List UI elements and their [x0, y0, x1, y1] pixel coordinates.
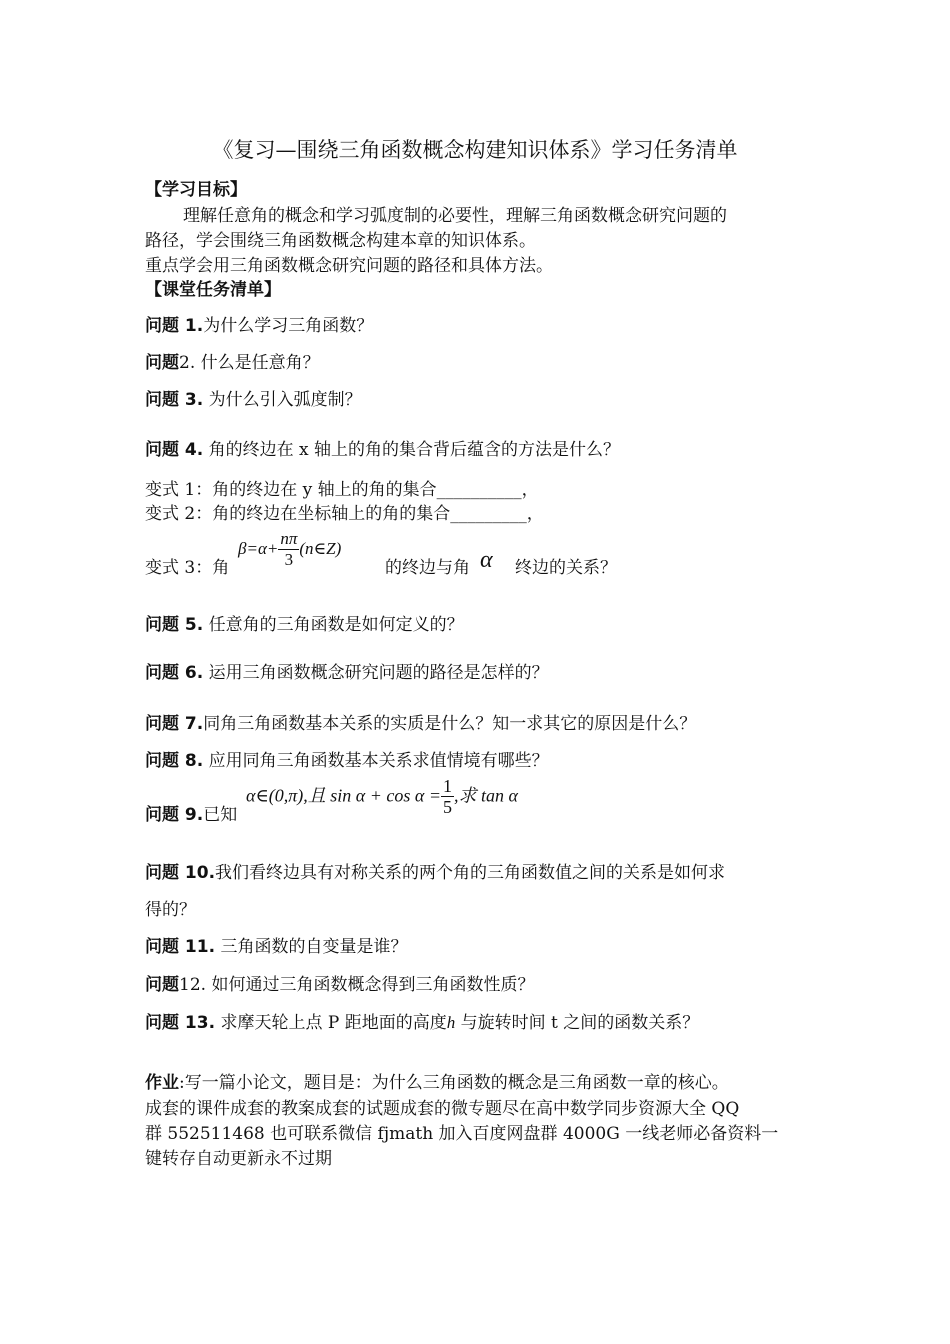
fraction-denominator: 5 [442, 797, 452, 817]
goals-paragraph-2: 重点学会用三角函数概念研究问题的路径和具体方法。 [145, 256, 553, 276]
goals-heading: 【学习目标】 [145, 180, 247, 200]
fraction [441, 776, 454, 817]
question-text: 任意角的三角函数是如何定义的？ [203, 615, 464, 635]
question-text: 为什么引入弧度制？ [203, 390, 362, 410]
question-text: 为什么学习三角函数？ [203, 316, 374, 336]
question-12 [145, 973, 534, 997]
question-label: 问题 7. [145, 714, 204, 734]
fraction-numerator: nπ [280, 529, 298, 548]
question-text: 同角三角函数基本关系的实质是什么？知一求其它的原因是什么？ [203, 714, 697, 734]
fraction [278, 529, 299, 570]
question-1 [145, 314, 373, 338]
question-label: 问题 3. [145, 390, 204, 410]
question-text: 2. 什么是任意角？ [179, 353, 320, 373]
homework-line-1 [145, 1071, 729, 1095]
question-text: 求摩天轮上点 P 距地面的高度 [215, 1013, 447, 1033]
homework-line-4: 键转存自动更新永不过期 [145, 1149, 332, 1169]
goals-paragraph-line2: 路径，学会围绕三角函数概念构建本章的知识体系。 [145, 231, 536, 251]
question-4 [145, 438, 620, 462]
question-11 [145, 935, 407, 959]
alpha-symbol: α [480, 547, 493, 573]
goals-paragraph-line1: 理解任意角的概念和学习弧度制的必要性，理解三角函数概念研究问题的 [183, 206, 727, 226]
question-label: 问题 8. [145, 751, 204, 771]
question-label: 问题 1. [145, 316, 204, 336]
question-label: 问题 10. [145, 863, 216, 883]
homework-line-3: 群 552511468 也可联系微信 fjmath 加入百度网盘群 4000G 一线老师必备资料一 [145, 1124, 779, 1144]
question-text: 与旋转时间 t 之间的函数关系？ [455, 1013, 700, 1033]
question-5 [145, 613, 464, 637]
homework-line-2: 成套的课件成套的教案成套的试题成套的微专题尽在高中数学同步资源大全 QQ [145, 1099, 740, 1119]
variant-1: 变式 1：角的终边在 y 轴上的角的集合__________， [145, 480, 539, 500]
question-7 [145, 712, 696, 736]
question-text: 12. 如何通过三角函数概念得到三角函数性质？ [179, 975, 535, 995]
homework-text: :写一篇小论文，题目是：为什么三角函数的概念是三角函数一章的核心。 [179, 1073, 729, 1093]
question-label: 问题 13. [145, 1013, 216, 1033]
question-3 [145, 388, 362, 412]
question-6 [145, 661, 549, 685]
question-text: 运用三角函数概念研究问题的路径是怎样的？ [203, 663, 549, 683]
formula-part: (n∈Z) [299, 539, 342, 558]
question-text: 我们看终边具有对称关系的两个角的三角函数值之间的关系是如何求 [215, 863, 726, 883]
page-title: 《复习—围绕三角函数概念构建知识体系》学习任务清单 [212, 138, 738, 162]
question-9 [145, 803, 237, 827]
formula-part: ,求 tan α [453, 785, 518, 806]
question-label: 问题 9. [145, 805, 204, 825]
variant-3-prefix: 变式 3：角 [145, 558, 230, 578]
fraction-denominator: 3 [284, 550, 294, 569]
question-label: 问题 [145, 975, 179, 995]
question-label: 问题 4. [145, 440, 204, 460]
question-text: 三角函数的自变量是谁？ [215, 937, 408, 957]
homework-label: 作业 [145, 1073, 179, 1093]
height-variable: h [446, 1013, 456, 1032]
question-2 [145, 351, 320, 375]
tasks-heading: 【课堂任务清单】 [145, 280, 281, 300]
question-13 [145, 1011, 699, 1035]
question-text: 已知 [203, 805, 238, 825]
variant-2: 变式 2：角的终边在坐标轴上的角的集合_________， [145, 504, 544, 524]
question-label: 问题 11. [145, 937, 216, 957]
question-10-continued: 得的？ [145, 900, 196, 920]
question-8 [145, 749, 549, 773]
question-text: 角的终边在 x 轴上的角的集合背后蕴含的方法是什么？ [203, 440, 621, 460]
question-10 [145, 861, 725, 885]
question-label: 问题 5. [145, 615, 204, 635]
question-9-formula [246, 776, 518, 817]
variant-3-suffix: 终边的关系？ [515, 558, 617, 578]
formula-part: α∈(0,π),且 sin α + cos α = [246, 785, 441, 806]
fraction-numerator: 1 [442, 776, 452, 796]
question-label: 问题 [145, 353, 179, 373]
variant-3-formula [238, 529, 341, 570]
variant-3-middle: 的终边与角 [385, 558, 470, 578]
question-text: 应用同角三角函数基本关系求值情境有哪些？ [203, 751, 549, 771]
formula-part: β=α+ [238, 539, 279, 558]
question-label: 问题 6. [145, 663, 204, 683]
